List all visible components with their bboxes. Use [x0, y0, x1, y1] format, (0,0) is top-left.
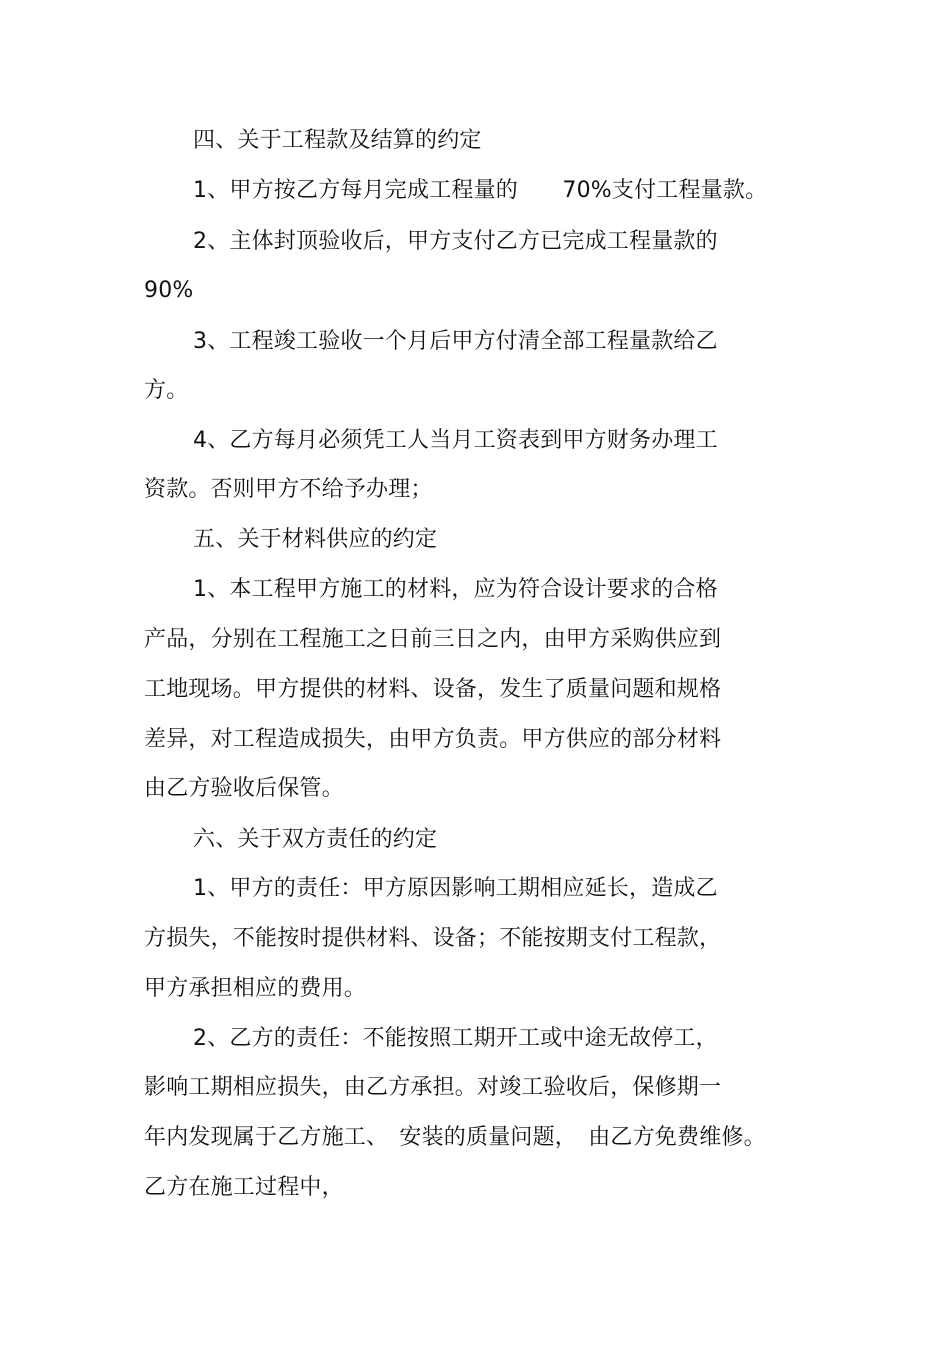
paragraph-line: 方损失，不能按时提供材料、设备；不能按期支付工程款， [144, 926, 722, 951]
paragraph-line: 4、乙方每月必须凭工人当月工资表到甲方财务办理工 [193, 428, 718, 453]
paragraph-line: 2、主体封顶验收后，甲方支付乙方已完成工程量款的 [193, 229, 718, 254]
paragraph-line: 由乙方验收后保管。 [144, 776, 344, 801]
paragraph-line: 差异，对工程造成损失，由甲方负责。甲方供应的部分材料 [144, 727, 722, 752]
paragraph-line: 1、本工程甲方施工的材料，应为符合设计要求的合格 [193, 577, 718, 602]
section-heading: 四、关于工程款及结算的约定 [193, 128, 482, 153]
paragraph-line: 资款。否则甲方不给予办理； [144, 477, 433, 502]
paragraph-line: 1、甲方按乙方每月完成工程量的 70%支付工程量款。 [193, 178, 768, 203]
paragraph-line: 年内发现属于乙方施工、 安装的质量问题， 由乙方免费维修。 [144, 1125, 766, 1150]
paragraph-line: 甲方承担相应的费用。 [144, 976, 367, 1001]
section-heading: 六、关于双方责任的约定 [193, 827, 438, 852]
paragraph-line: 2、乙方的责任：不能按照工期开工或中途无故停工， [193, 1026, 718, 1051]
section-heading: 五、关于材料供应的约定 [193, 527, 438, 552]
paragraph-line: 产品，分别在工程施工之日前三日之内，由甲方采购供应到 [144, 627, 722, 652]
paragraph-line: 工地现场。甲方提供的材料、设备，发生了质量问题和规格 [144, 677, 722, 702]
paragraph-line: 方。 [144, 378, 189, 403]
paragraph-line: 1、甲方的责任：甲方原因影响工期相应延长，造成乙 [193, 876, 718, 901]
paragraph-line: 乙方在施工过程中， [144, 1175, 344, 1200]
paragraph-line: 3、工程竣工验收一个月后甲方付清全部工程量款给乙 [193, 329, 718, 354]
paragraph-line: 影响工期相应损失，由乙方承担。对竣工验收后，保修期一 [144, 1075, 722, 1100]
paragraph-line: 90% [144, 278, 194, 303]
